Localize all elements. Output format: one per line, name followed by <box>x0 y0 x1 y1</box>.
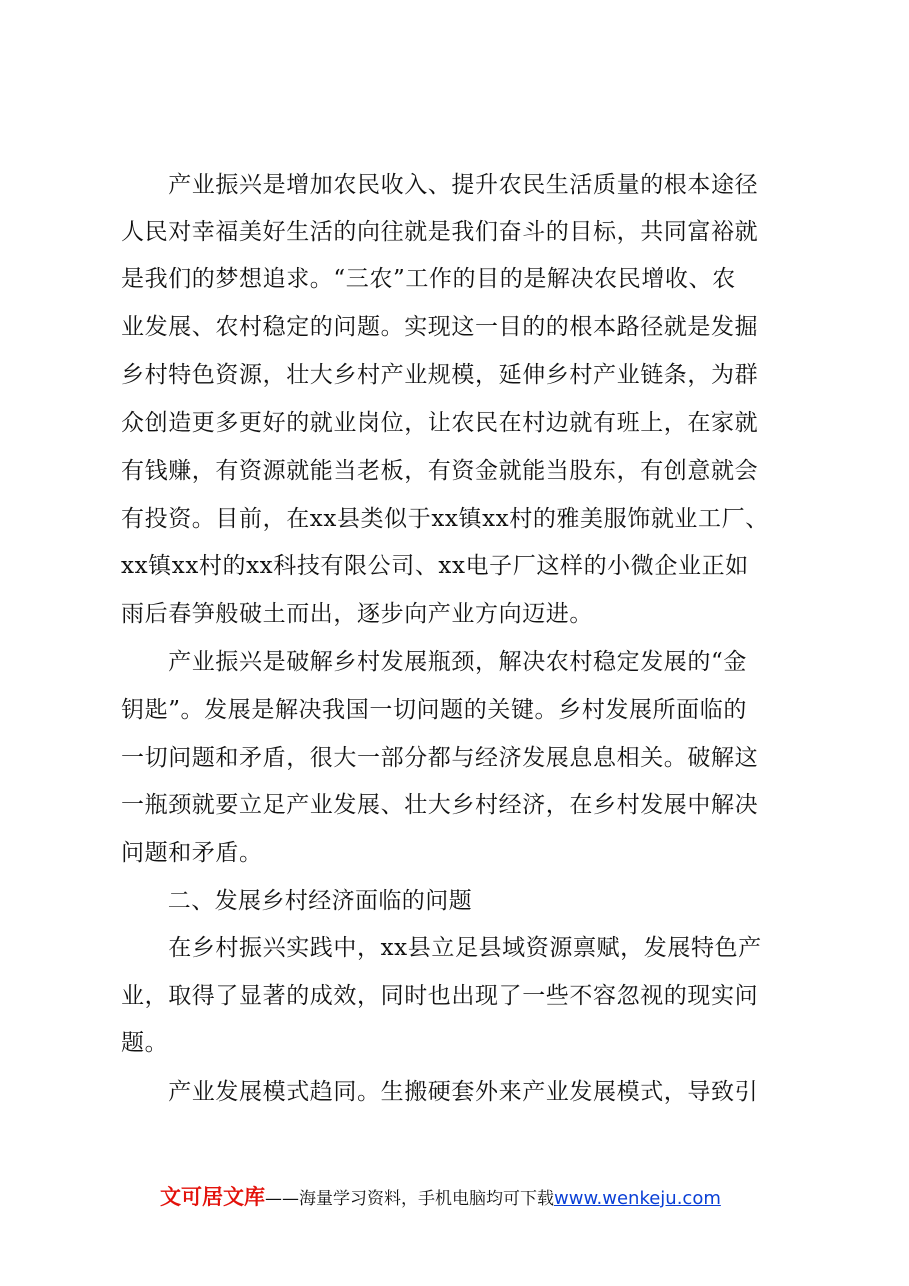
paragraph-line: 产业发展模式趋同。生搬硬套外来产业发展模式，导致引 <box>121 1079 759 1105</box>
paragraph-line: 钥匙”。发展是解决我国一切问题的关键。乡村发展所面临的 <box>121 697 747 723</box>
footer-description: ——海量学习资料，手机电脑均可下载 <box>265 1189 554 1209</box>
footer-brand: 文可居文库 <box>160 1185 265 1209</box>
section-heading: 二、发展乡村经济面临的问题 <box>121 888 472 914</box>
footer-banner <box>160 1183 721 1211</box>
paragraph-line: 业，取得了显著的成效，同时也出现了一些不容忽视的现实问 <box>121 983 759 1009</box>
footer-link[interactable]: www.wenkeju.com <box>554 1188 721 1209</box>
paragraph-line: 是我们的梦想追求。“三农”工作的目的是解决农民增收、农 <box>121 266 736 292</box>
paragraph-line: 雨后春笋般破土而出，逐步向产业方向迈进。 <box>121 601 593 627</box>
paragraph-line: 业发展、农村稳定的问题。实现这一目的的根本路径就是发掘 <box>121 314 759 340</box>
paragraph-line: 问题和矛盾。 <box>121 840 263 866</box>
paragraph-line: 题。 <box>121 1030 169 1056</box>
paragraph-line: xx镇xx村的xx科技有限公司、xx电子厂这样的小微企业正如 <box>121 553 749 579</box>
paragraph-line: 人民对幸福美好生活的向往就是我们奋斗的目标，共同富裕就 <box>121 219 759 245</box>
paragraph-line: 众创造更多更好的就业岗位，让农民在村边就有班上，在家就 <box>121 410 759 436</box>
paragraph-line: 产业振兴是破解乡村发展瓶颈，解决农村稳定发展的“金 <box>121 649 747 675</box>
paragraph-line: 一瓶颈就要立足产业发展、壮大乡村经济，在乡村发展中解决 <box>121 792 759 818</box>
paragraph-line: 在乡村振兴实践中，xx县立足县域资源禀赋，发展特色产 <box>121 935 762 961</box>
paragraph-line: 有钱赚，有资源就能当老板，有资金就能当股东，有创意就会 <box>121 458 759 484</box>
paragraph-line: 一切问题和矛盾，很大一部分都与经济发展息息相关。破解这 <box>121 745 759 771</box>
paragraph-line: 有投资。目前，在xx县类似于xx镇xx村的雅美服饰就业工厂、 <box>121 506 769 532</box>
paragraph-line: 产业振兴是增加农民收入、提升农民生活质量的根本途径 <box>121 172 759 198</box>
paragraph-line: 乡村特色资源，壮大乡村产业规模，延伸乡村产业链条，为群 <box>121 362 759 388</box>
